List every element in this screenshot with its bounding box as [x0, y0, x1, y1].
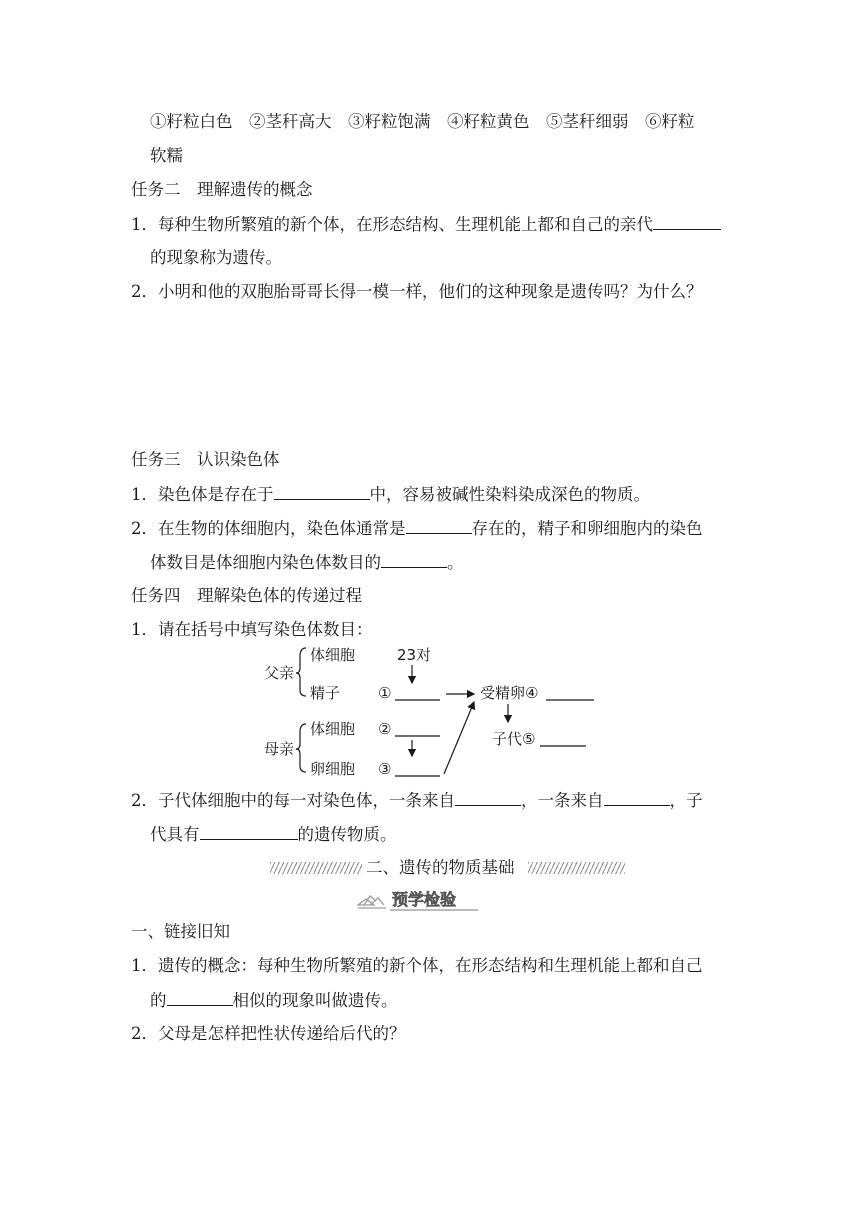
- task3-question1: [131, 484, 650, 505]
- chromosome-transfer-diagram: [250, 638, 610, 786]
- hatch-right-decoration: [528, 862, 625, 874]
- mother-brace: [296, 724, 306, 772]
- fertilized-egg-label: 受精卵④: [480, 684, 539, 702]
- task4-q2-b: ，一条来自: [521, 791, 604, 810]
- father-body-cell-label: 体细胞: [310, 646, 356, 664]
- task4-question2-line1: [131, 790, 703, 811]
- egg-cell-label: 卵细胞: [310, 760, 356, 778]
- egg-to-fertilized-arrow: [444, 702, 474, 774]
- task2-heading: 任务二 理解遗传的概念: [131, 180, 313, 199]
- task4-question1: 1．请在括号中填写染色体数目：: [131, 620, 373, 639]
- link-question1-line1: 1．遗传的概念：每种生物所繁殖的新个体，在形态结构和生理机能上都和自己: [131, 956, 703, 975]
- link-q1-line2-pre: 的: [150, 991, 167, 1010]
- task2-question1-line1: [131, 214, 721, 235]
- task3-q2-post: 存在的，精子和卵细胞内的染色: [471, 519, 703, 538]
- section-banner: [270, 858, 625, 878]
- hatch-left-decoration: [270, 862, 362, 874]
- answer-blank[interactable]: [200, 824, 298, 840]
- mother-label: 母亲: [264, 740, 295, 758]
- task3-q2-line2-post: 。: [447, 553, 464, 572]
- mark-2: ②: [378, 720, 392, 738]
- options-line-2: 软糯: [150, 146, 183, 165]
- answer-blank[interactable]: [381, 552, 447, 568]
- task2-question1-line2: 的现象称为遗传。: [150, 248, 282, 267]
- sperm-label: 精子: [310, 684, 341, 702]
- task3-q2-pre: 2．在生物的体细胞内，染色体通常是: [131, 519, 406, 538]
- answer-blank[interactable]: [653, 214, 721, 230]
- options-line-1: ①籽粒白色 ②茎秆高大 ③籽粒饱满 ④籽粒黄色 ⑤茎秆细弱 ⑥籽粒: [150, 112, 695, 131]
- answer-blank[interactable]: [167, 990, 233, 1006]
- link-q1-line2-post: 相似的现象叫做遗传。: [232, 991, 398, 1010]
- task4-q2-line2-pre: 代具有: [150, 825, 200, 844]
- mark-1: ①: [378, 684, 392, 702]
- task2-question2: 2．小明和他的双胞胎哥哥长得一模一样，他们的这种现象是遗传吗？为什么？: [131, 282, 703, 301]
- answer-blank[interactable]: [274, 484, 370, 500]
- offspring-label: 子代⑤: [492, 730, 536, 748]
- task4-q2-c: ，子: [669, 791, 703, 810]
- answer-blank[interactable]: [455, 790, 521, 806]
- preview-check-badge: [356, 886, 480, 912]
- task4-question2-line2: [150, 824, 397, 845]
- mother-body-cell-label: 体细胞: [310, 720, 356, 738]
- preview-check-label: 预学检验: [392, 890, 457, 909]
- task3-q1-pre: 1．染色体是存在于: [131, 485, 274, 504]
- section-title: 二、遗传的物质基础: [366, 858, 515, 877]
- link-question2: 2．父母是怎样把性状传递给后代的？: [131, 1024, 406, 1043]
- link-heading: 一、链接旧知: [131, 922, 230, 941]
- task3-heading: 任务三 认识染色体: [131, 450, 280, 469]
- link-question1-line2: [150, 990, 398, 1011]
- father-brace: [296, 648, 306, 696]
- answer-blank[interactable]: [604, 790, 670, 806]
- mark-3: ③: [378, 760, 392, 778]
- task3-q2-line2-pre: 体数目是体细胞内染色体数目的: [150, 553, 381, 572]
- pairs-label: 23对: [397, 646, 432, 664]
- answer-blank[interactable]: [406, 518, 472, 534]
- father-label: 父亲: [264, 664, 295, 682]
- books-icon: [358, 896, 386, 908]
- task2-q1-text: 1．每种生物所繁殖的新个体，在形态结构、生理机能上都和自己的亲代: [131, 215, 653, 234]
- task4-q2-a: 2．子代体细胞中的每一对染色体，一条来自: [131, 791, 455, 810]
- task4-heading: 任务四 理解染色体的传递过程: [131, 586, 362, 605]
- task3-question2-line2: [150, 552, 464, 573]
- task3-question2-line1: [131, 518, 703, 539]
- task4-q2-line2-post: 的遗传物质。: [297, 825, 397, 844]
- task3-q1-post: 中，容易被碱性染料染成深色的物质。: [369, 485, 650, 504]
